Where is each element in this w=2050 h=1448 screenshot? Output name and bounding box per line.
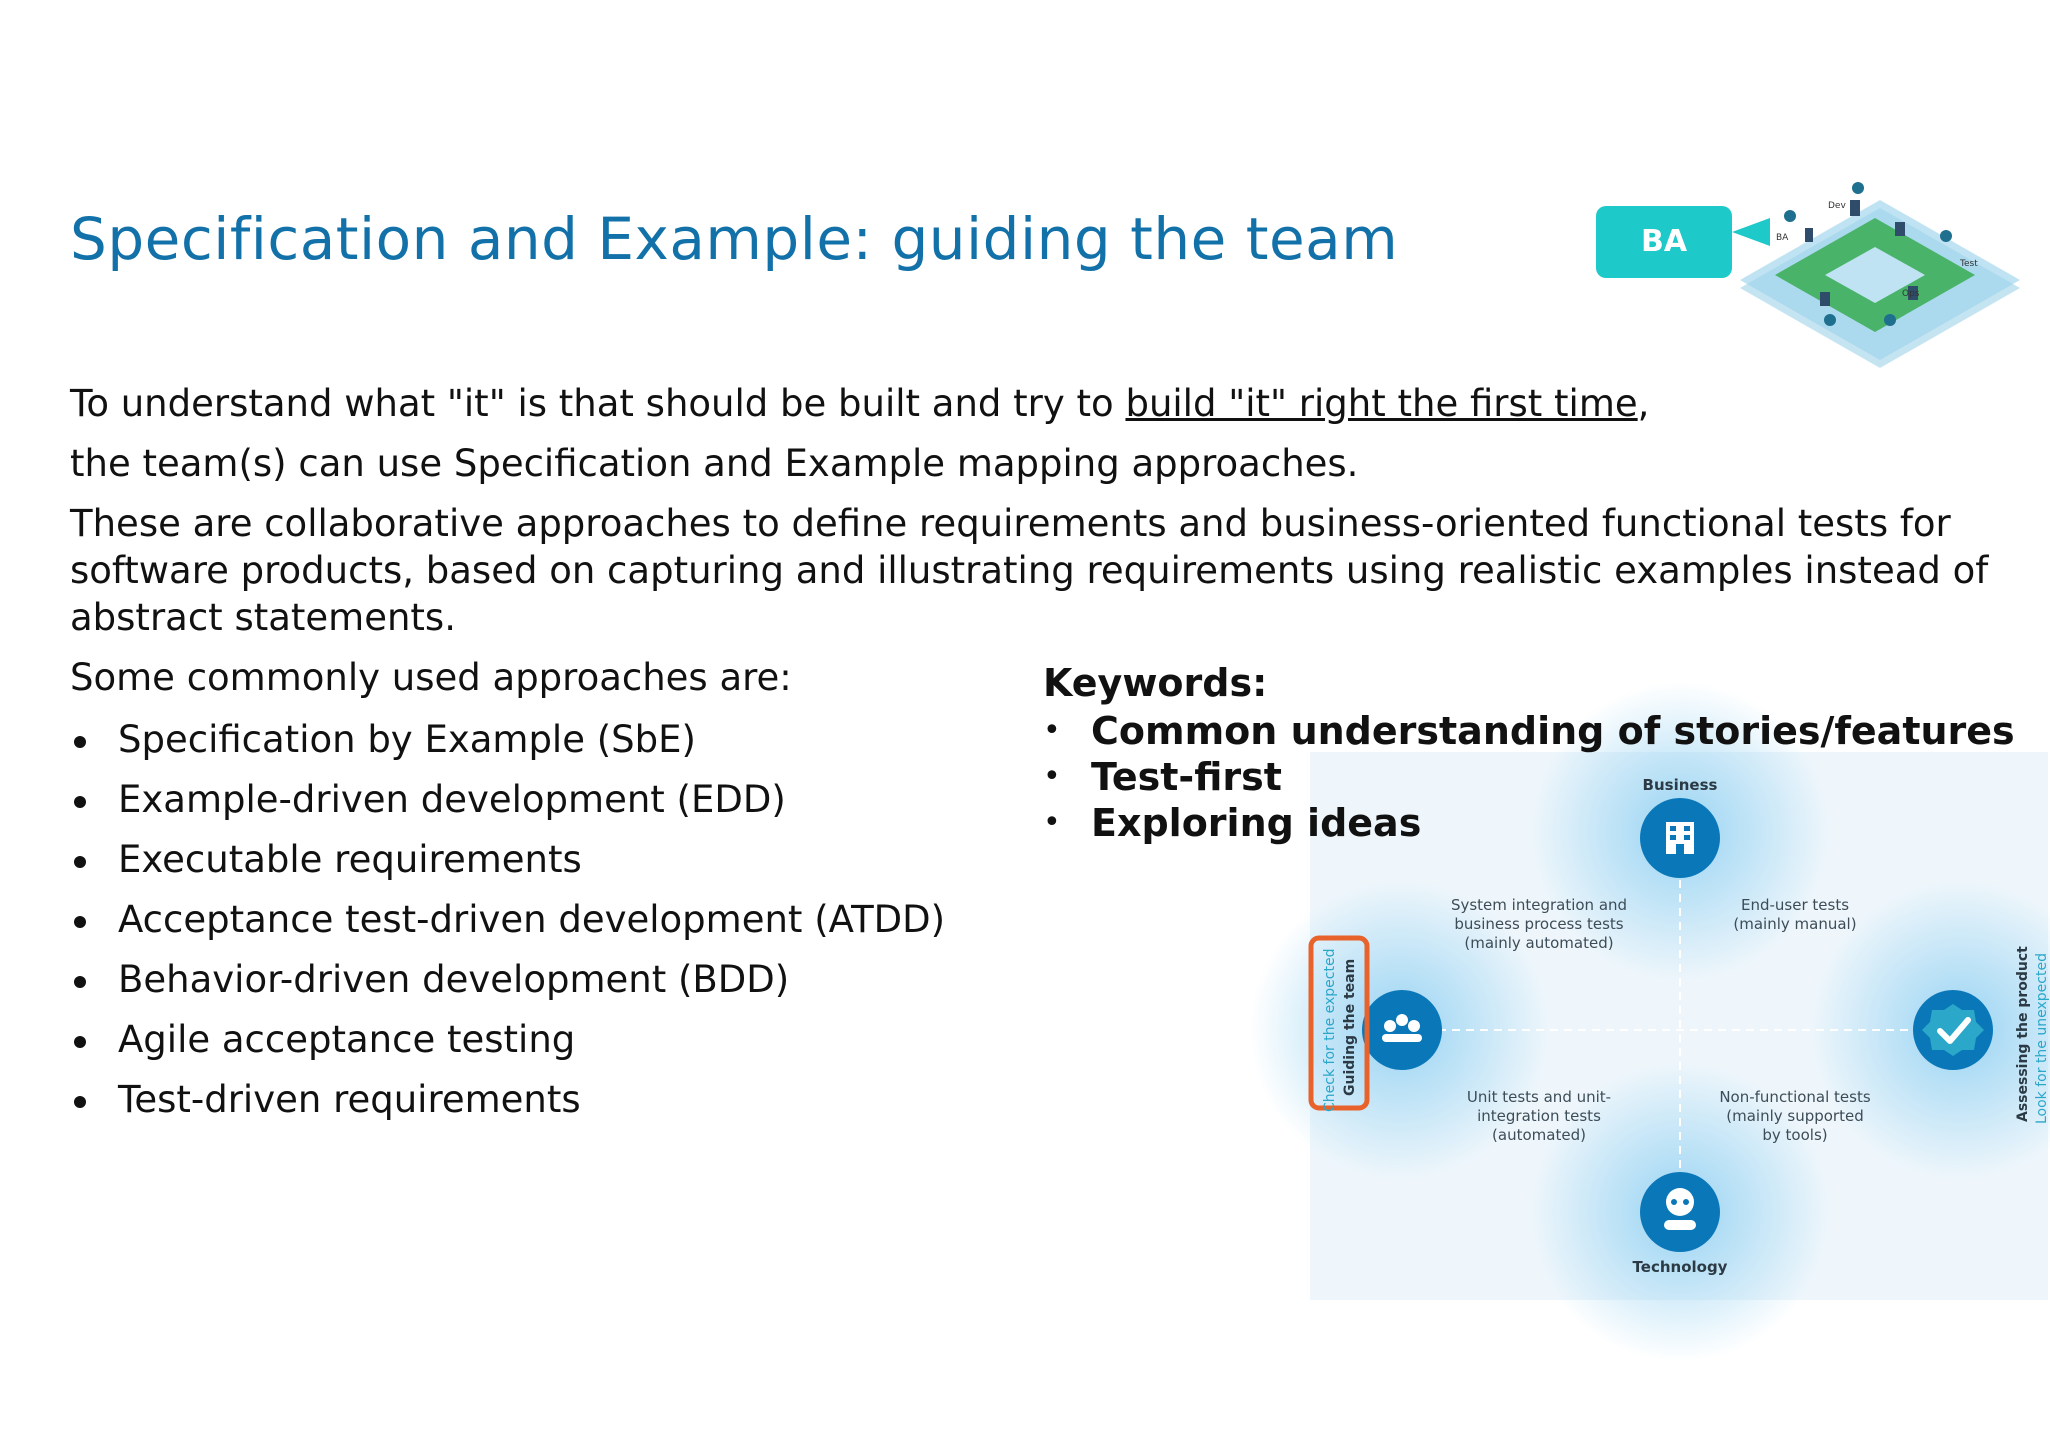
quadrant-bottom-label: Technology: [1632, 1258, 1728, 1276]
list-item: Test-driven requirements: [70, 1070, 945, 1130]
team-icon: [1362, 990, 1442, 1070]
role-label-ops: Ops: [1902, 289, 1920, 299]
quadrant-q4-text: Non-functional tests (mainly supported by tools): [1719, 1088, 1871, 1144]
quadrant-q1-text: Unit tests and unit- integration tests (automated): [1466, 1088, 1612, 1144]
list-item: Specification by Example (SbE): [70, 710, 945, 770]
role-label-test: Test: [1960, 259, 1978, 269]
list-item: Executable requirements: [70, 830, 945, 890]
intro-line-1-comma: ,: [1637, 382, 1650, 425]
list-item: Acceptance test-driven development (ATDD): [70, 890, 945, 950]
list-item: Example-driven development (EDD): [70, 770, 945, 830]
team-illustration: [1590, 170, 2020, 370]
list-item: • Common understanding of stories/features: [1043, 708, 2015, 754]
intro-line-1: [70, 380, 1649, 427]
build-it-right-link[interactable]: build "it" right the first time: [1125, 382, 1638, 425]
intro-line-3: These are collaborative approaches to define requirements and business-oriented functional tests for software products, based on capturing and illustrating requirements using realistic examples instead of abstract statements.: [70, 502, 1989, 639]
list-item: • Test-first: [1043, 754, 2015, 800]
quadrant-top-label: Business: [1642, 776, 1718, 794]
ba-bubble: BA: [1596, 206, 1732, 278]
list-item: Agile acceptance testing: [70, 1010, 945, 1070]
right-outer-label: Look for the unexpected: [2034, 953, 2050, 1124]
right-inner-label: Assessing the product: [2015, 946, 2031, 1122]
role-label-ba: BA: [1776, 233, 1789, 243]
intro-line-1-text: To understand what "it" is that should be built and try to: [70, 382, 1126, 425]
keywords-list: [1043, 708, 2015, 846]
quadrant-q3-text: End-user tests (mainly manual): [1733, 896, 1857, 933]
role-label-dev: Dev: [1828, 201, 1846, 211]
page-title: Specification and Example: guiding the team: [70, 205, 1399, 273]
list-item: Behavior-driven development (BDD): [70, 950, 945, 1010]
left-outer-label: Check for the expected: [1322, 948, 1338, 1112]
keywords-block: [1043, 658, 2015, 846]
keywords-heading: Keywords:: [1043, 661, 1268, 705]
approaches-intro: Some commonly used approaches are:: [70, 656, 792, 699]
quadrant-q2-text: System integration and business process tests (mainly automated): [1450, 896, 1628, 952]
intro-line-2: the team(s) can use Specification and Example mapping approaches.: [70, 442, 1359, 485]
approaches-list: [70, 710, 945, 1130]
left-inner-label: Guiding the team: [1342, 958, 1358, 1096]
list-item: • Exploring ideas: [1043, 800, 2015, 846]
